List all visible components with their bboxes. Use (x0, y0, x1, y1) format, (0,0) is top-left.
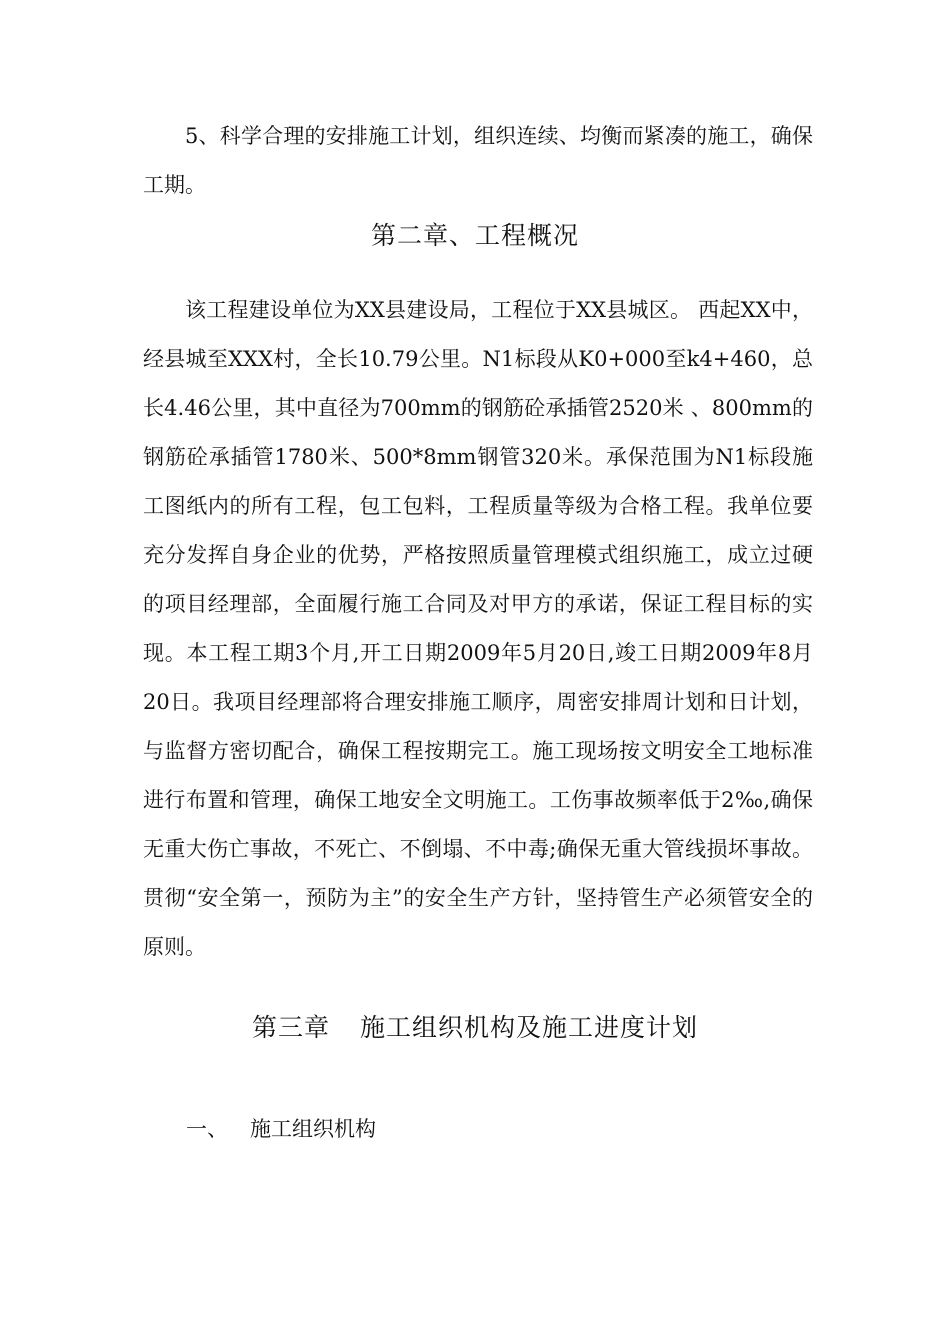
project-overview-paragraph: 该工程建设单位为XX县建设局，工程位于XX县城区。 西起XX中，经县城至XXX村，全长10.79公里。N1标段从K0+000至k4+460，总长4.46公里，其中直径为700mm的钢筋砼承插管2520米 、800mm的钢筋砼承插管1780米、500*8mm钢管320米。承保范围为N1标段施工图纸内的所有工程，包工包料，工程质量等级为合格工程。我单位要充分发挥自身企业的优势，严格按照质量管理模式组织施工，成立过硬的项目经理部，全面履行施工合同及对甲方的承诺，保证工程目标的实现。本工程工期3个月,开工日期2009年5月20日,竣工日期2009年8月20日。我项目经理部将合理安排施工顺序，周密安排周计划和日计划，与监督方密切配合，确保工程按期完工。施工现场按文明安全工地标准进行布置和管理，确保工地安全文明施工。工伤事故频率低于2‰,确保无重大伤亡事故，不死亡、不倒塌、不中毒;确保无重大管线损坏事故。贯彻“安全第一，预防为主”的安全生产方针，坚持管生产必须管安全的原则。 (143, 298, 813, 959)
section-1-heading (186, 1111, 376, 1147)
section-1-number: 一、 (186, 1117, 228, 1141)
chapter-2-heading: 第二章、工程概况 (370, 221, 579, 250)
chapter-3-title: 施工组织机构及施工进度计划 (360, 1013, 699, 1042)
section-1-title: 施工组织机构 (250, 1117, 376, 1141)
paragraph-item-5: 5、科学合理的安排施工计划，组织连续、均衡而紧凑的施工，确保工期。 (143, 124, 813, 197)
chapter-3-heading (0, 1010, 950, 1046)
chapter-3-number: 第三章 (251, 1013, 330, 1042)
